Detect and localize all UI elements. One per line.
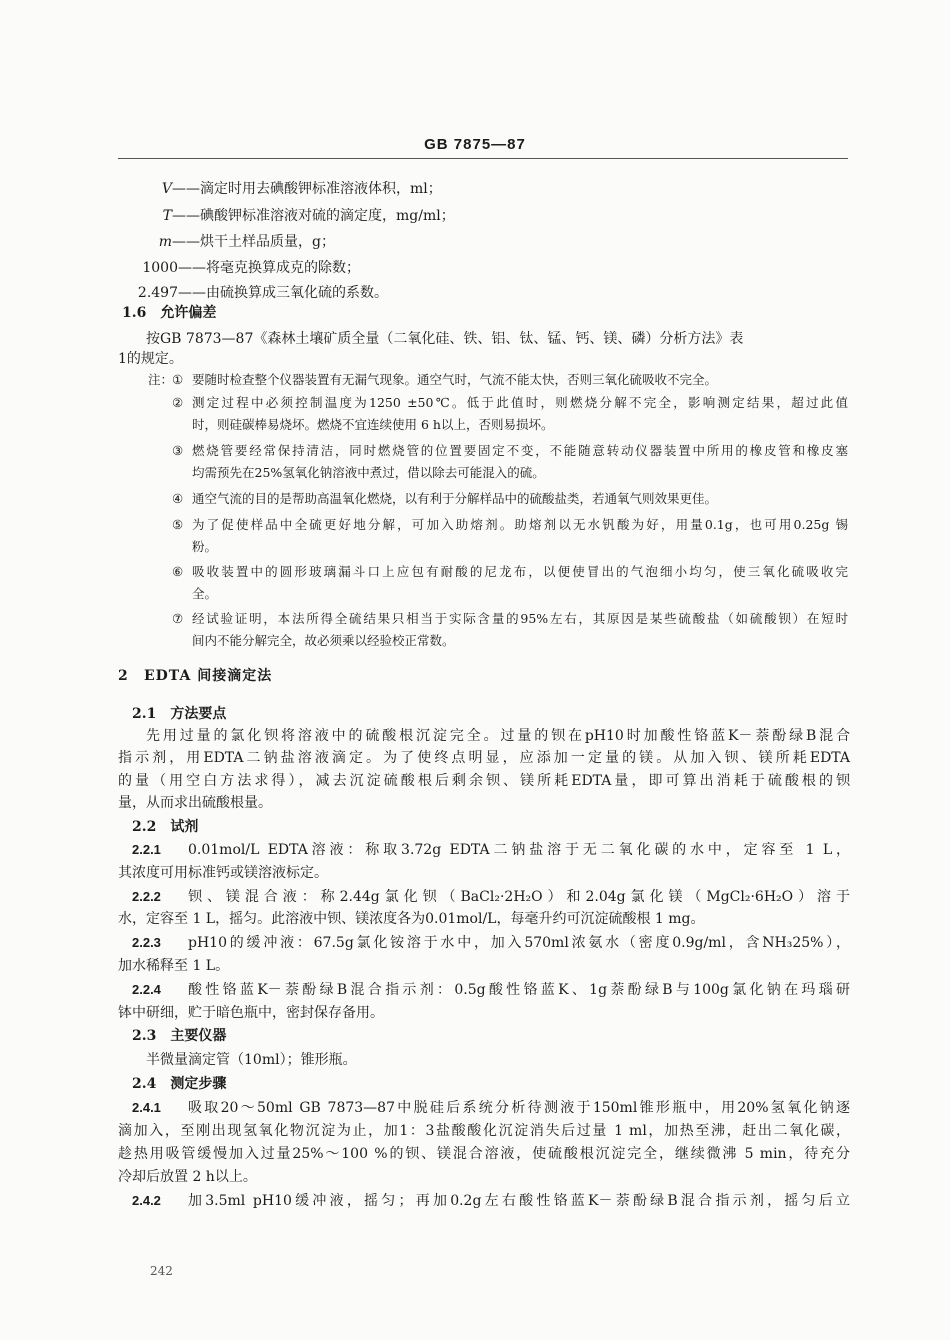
definition-text: ——将毫克换算成克的除数；	[178, 260, 360, 276]
item-number: 2.2.3	[132, 935, 161, 950]
note-line: 经试验证明，本法所得全硫结果只相当于实际含量的95%左右，其原因是某些硫酸盐（如硫酸钡）在短时	[192, 611, 848, 626]
definition-text: ——烘干土样品质量，g；	[172, 234, 335, 250]
definition-text: ——碘酸钾标准溶液对硫的滴定度，mg/ml；	[172, 208, 455, 224]
item-line: 趁热用吸管缓慢加入过量25%～100 %的钡、镁混合溶液，使硫酸根沉淀完全，继续微沸 5 min，待充分	[118, 1146, 850, 1162]
section-2-1-line: 量，从而求出硫酸根量。	[118, 795, 272, 811]
note-number: ⑤	[172, 517, 184, 532]
section-2-number: 2	[118, 668, 128, 684]
section-2-1-line: 指示剂，用EDTA二钠盐溶液滴定。为了使终点明显，应添加一定量的镁。从加入钡、镁所耗EDTA	[118, 750, 850, 766]
section-1-6-paragraph-line: 1的规定。	[118, 351, 183, 367]
definition-1000	[120, 259, 360, 277]
section-2-title: EDTA 间接滴定法	[144, 668, 273, 684]
page-number: 242	[150, 1264, 173, 1278]
item-line: 钵中研细，贮于暗色瓶中，密封保存备用。	[118, 1005, 384, 1021]
item-line: 0.01mol/L EDTA溶液：称取3.72g EDTA二钠盐溶于无二氧化碳的水中，定容至 1 L，	[188, 842, 850, 858]
definition-symbol: m	[158, 234, 172, 250]
item-line: 加3.5ml pH10缓冲液，摇匀；再加0.2g左右酸性铬蓝K－萘酚绿B混合指示剂，摇匀后立	[188, 1193, 850, 1209]
section-2-1-line: 先用过量的氯化钡将溶液中的硫酸根沉淀完全。过量的钡在pH10时加酸性铬蓝K－萘酚绿B混合	[146, 728, 850, 744]
note-number: ⑦	[172, 611, 184, 626]
item-line: 滴加入，至刚出现氢氧化物沉淀为止，加1：3盐酸酸化沉淀消失后过量 1 ml，加热至沸，赶出二氧化碳，	[118, 1123, 850, 1139]
note-line: 时，则硅碳棒易烧坏。燃烧不宜连续使用 6 h以上，否则易损坏。	[192, 417, 554, 432]
note-line: 间内不能分解完全，故必须乘以经验校正常数。	[192, 633, 455, 648]
section-2-1-heading: 2.1 方法要点	[132, 706, 227, 722]
section-1-6-paragraph-line: 按GB 7873—87《森林土壤矿质全量（二氧化硅、铁、铝、钛、锰、钙、镁、磷）分析方法》表	[146, 331, 744, 347]
page-header-code: GB 7875—87	[424, 136, 526, 153]
definition-V	[120, 180, 442, 198]
definition-2497	[120, 284, 388, 302]
item-number: 2.2.4	[132, 982, 161, 997]
item-line: 水，定容至 1 L，摇匀。此溶液中钡、镁浓度各为0.01mol/L，每毫升约可沉淀硫酸根 1 mg。	[118, 911, 705, 927]
item-line: 吸取20～50ml GB 7873—87中脱硅后系统分析待测液于150ml锥形瓶中，用20%氢氧化钠逐	[188, 1100, 850, 1116]
section-2-4-heading: 2.4 测定步骤	[132, 1076, 227, 1092]
item-line: 酸性铬蓝K－萘酚绿B混合指示剂：0.5g酸性铬蓝K、1g萘酚绿B与100g氯化钠在玛瑙研	[188, 982, 850, 998]
note-number: ④	[172, 491, 184, 506]
note-line: 均需预先在25%氢氧化钠溶液中煮过，借以除去可能混入的硫。	[192, 465, 545, 480]
note-line: 全。	[192, 586, 218, 601]
note-line: 粉。	[192, 539, 218, 554]
definition-symbol: V	[161, 181, 172, 197]
item-line: 钡、镁混合液：称2.44g氯化钡（BaCl₂·2H₂O）和2.04g氯化镁（MgCl₂·6H₂O）溶于	[188, 889, 850, 905]
item-number: 2.4.2	[132, 1193, 161, 1208]
definition-text: ——由硫换算成三氧化硫的系数。	[178, 285, 388, 301]
item-line: 其浓度可用标准钙或镁溶液标定。	[118, 865, 328, 881]
item-line: 冷却后放置 2 h以上。	[118, 1169, 257, 1185]
note-line: 要随时检查整个仪器装置有无漏气现象。通空气时，气流不能太快，否则三氧化硫吸收不完全。	[192, 372, 718, 387]
section-2-2-heading: 2.2 试剂	[132, 819, 199, 835]
section-2-3-heading: 2.3 主要仪器	[132, 1028, 227, 1044]
definition-m	[120, 233, 335, 251]
section-2-1-line: 的量（用空白方法求得），减去沉淀硫酸根后剩余钡、镁所耗EDTA量，即可算出消耗于硫酸根的钡	[118, 773, 850, 789]
item-number: 2.2.2	[132, 889, 161, 904]
item-number: 2.2.1	[132, 842, 161, 857]
note-number: ①	[172, 372, 184, 387]
note-line: 通空气流的目的是帮助高温氧化燃烧，以有利于分解样品中的硫酸盐类，若通氧气则效果更佳。	[192, 491, 718, 506]
definition-symbol: T	[162, 208, 172, 224]
note-number: ②	[172, 395, 184, 410]
note-line: 吸收装置中的圆形玻璃漏斗口上应包有耐酸的尼龙布，以便使冒出的气泡细小均匀，使三氧化硫吸收完	[192, 564, 848, 579]
definition-symbol: 2.497	[137, 285, 178, 301]
definition-symbol: 1000	[142, 260, 178, 276]
definition-text: ——滴定时用去碘酸钾标准溶液体积，ml；	[172, 181, 442, 197]
item-line: pH10的缓冲液：67.5g氯化铵溶于水中，加入570ml浓氨水（密度0.9g/ml，含NH₃25%），	[188, 935, 850, 951]
note-number: ⑥	[172, 564, 184, 579]
section-1-6-heading: 1.6 允许偏差	[122, 305, 217, 321]
item-number: 2.4.1	[132, 1100, 161, 1115]
notes-label: 注：	[148, 372, 174, 387]
item-line: 加水稀释至 1 L。	[118, 958, 230, 974]
definition-T	[120, 207, 455, 225]
note-line: 测定过程中必须控制温度为1250 ±50℃。低于此值时，则燃烧分解不完全，影响测定结果，超过此值	[192, 395, 848, 410]
note-line: 为了促使样品中全硫更好地分解，可加入助熔剂。助熔剂以无水钒酸为好，用量0.1g，也可用0.25g 锡	[192, 517, 848, 532]
header-rule	[118, 158, 848, 159]
section-2-3-text: 半微量滴定管（10ml）；锥形瓶。	[146, 1052, 357, 1068]
note-line: 燃烧管要经常保持清洁，同时燃烧管的位置要固定不变，不能随意转动仪器装置中所用的橡皮管和橡皮塞	[192, 443, 848, 458]
note-number: ③	[172, 443, 184, 458]
